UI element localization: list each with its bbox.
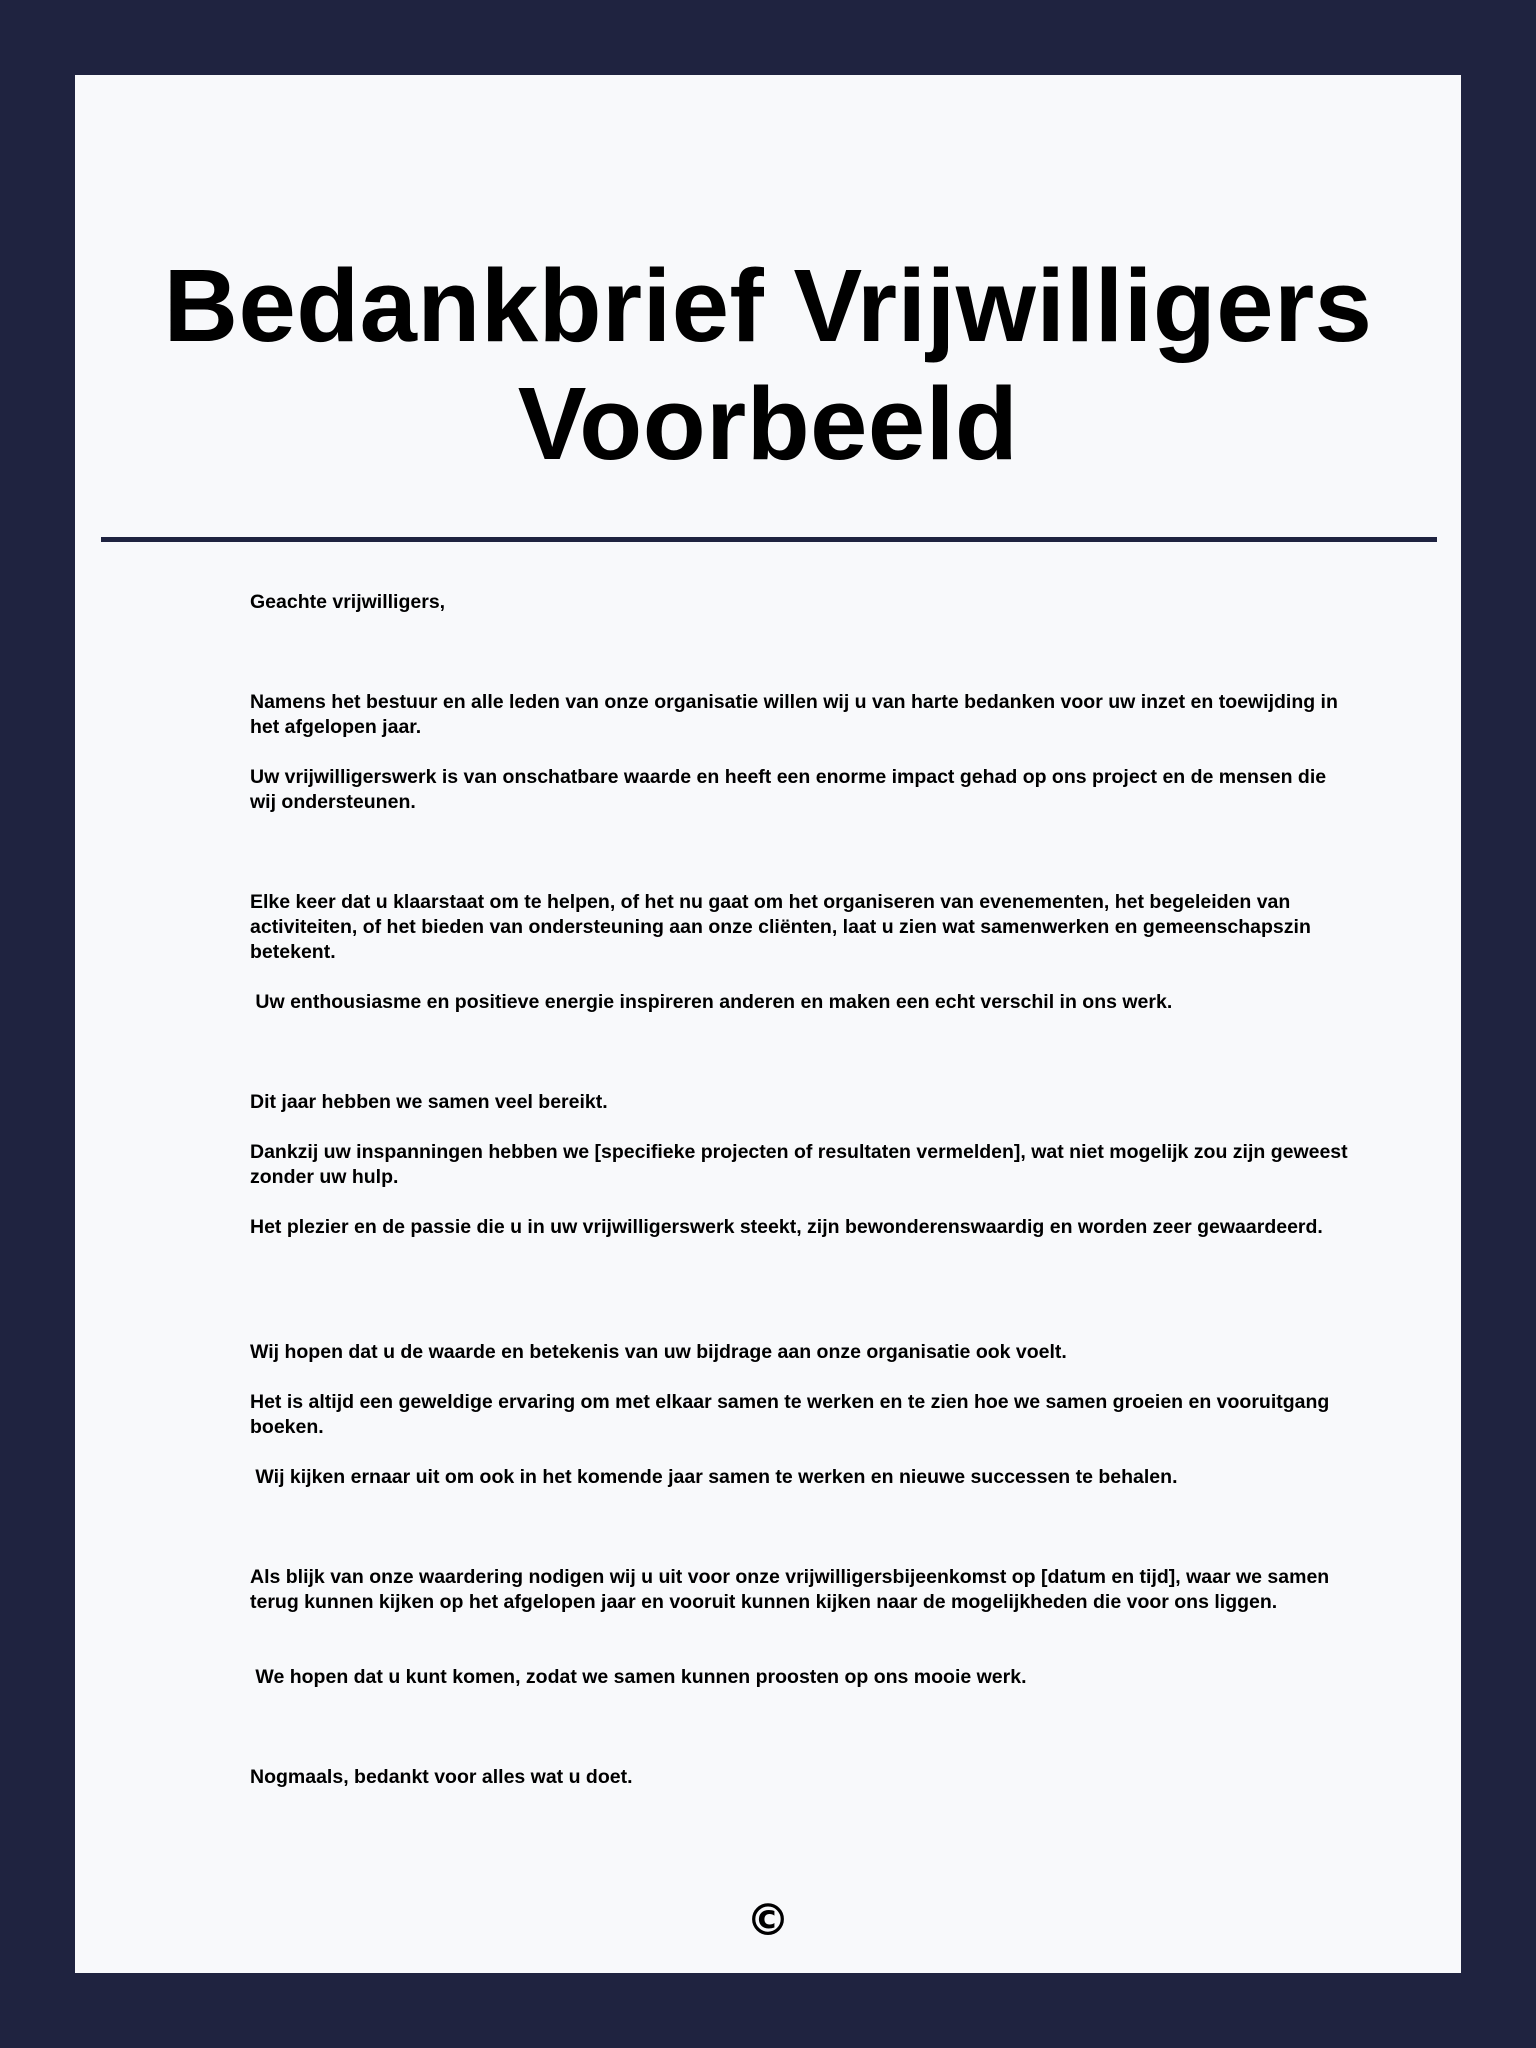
paragraph: Elke keer dat u klaarstaat om te helpen, of het nu gaat om het organiseren van evenementen, het begeleiden van activiteiten, of het bieden van ondersteuning aan onze cliënten, laat u zien wat samenwerken en gemeenschapszin betekent.: [250, 891, 1317, 963]
paragraph: We hopen dat u kunt komen, zodat we samen kunnen proosten op ons mooie werk.: [250, 1666, 1027, 1688]
copyright-icon: ©: [746, 1895, 790, 1946]
paragraph: Uw enthousiasme en positieve energie inspireren anderen en maken een echt verschil in ons werk.: [250, 991, 1173, 1013]
paragraph: Namens het bestuur en alle leden van onze organisatie willen wij u van harte bedanken voor uw inzet en toewijding in het afgelopen jaar.: [250, 691, 1344, 738]
paragraph: Dit jaar hebben we samen veel bereikt.: [250, 1091, 608, 1113]
closing-line: Nogmaals, bedankt voor alles wat u doet.: [250, 1766, 633, 1788]
title-divider: [101, 537, 1437, 542]
paragraph: Als blijk van onze waardering nodigen wij u uit voor onze vrijwilligersbijeenkomst op [datum en tijd], waar we samen terug kunnen kijken op het afgelopen jaar en vooruit kunnen kijken naar de mogelijkheden die voor ons liggen.: [250, 1566, 1335, 1613]
letter-page: [75, 75, 1461, 1973]
paragraph: Het plezier en de passie die u in uw vrijwilligerswerk steekt, zijn bewonderenswaardig en worden zeer gewaardeerd.: [250, 1216, 1323, 1238]
salutation: Geachte vrijwilligers,: [250, 591, 446, 613]
paragraph: Wij kijken ernaar uit om ook in het komende jaar samen te werken en nieuwe successen te behalen.: [250, 1466, 1178, 1488]
paragraph: Wij hopen dat u de waarde en betekenis van uw bijdrage aan onze organisatie ook voelt.: [250, 1341, 1067, 1363]
paragraph: Uw vrijwilligerswerk is van onschatbare waarde en heeft een enorme impact gehad op ons project en de mensen die wij ondersteunen.: [250, 766, 1332, 813]
page-title: Bedankbrief Vrijwilligers Voorbeeld: [163, 248, 1373, 481]
paragraph: Het is altijd een geweldige ervaring om met elkaar samen te werken en te zien hoe we samen groeien en vooruitgang boeken.: [250, 1391, 1335, 1438]
paragraph: Dankzij uw inspanningen hebben we [specifieke projecten of resultaten vermelden], wat niet mogelijk zou zijn geweest zonder uw hulp.: [250, 1141, 1354, 1188]
